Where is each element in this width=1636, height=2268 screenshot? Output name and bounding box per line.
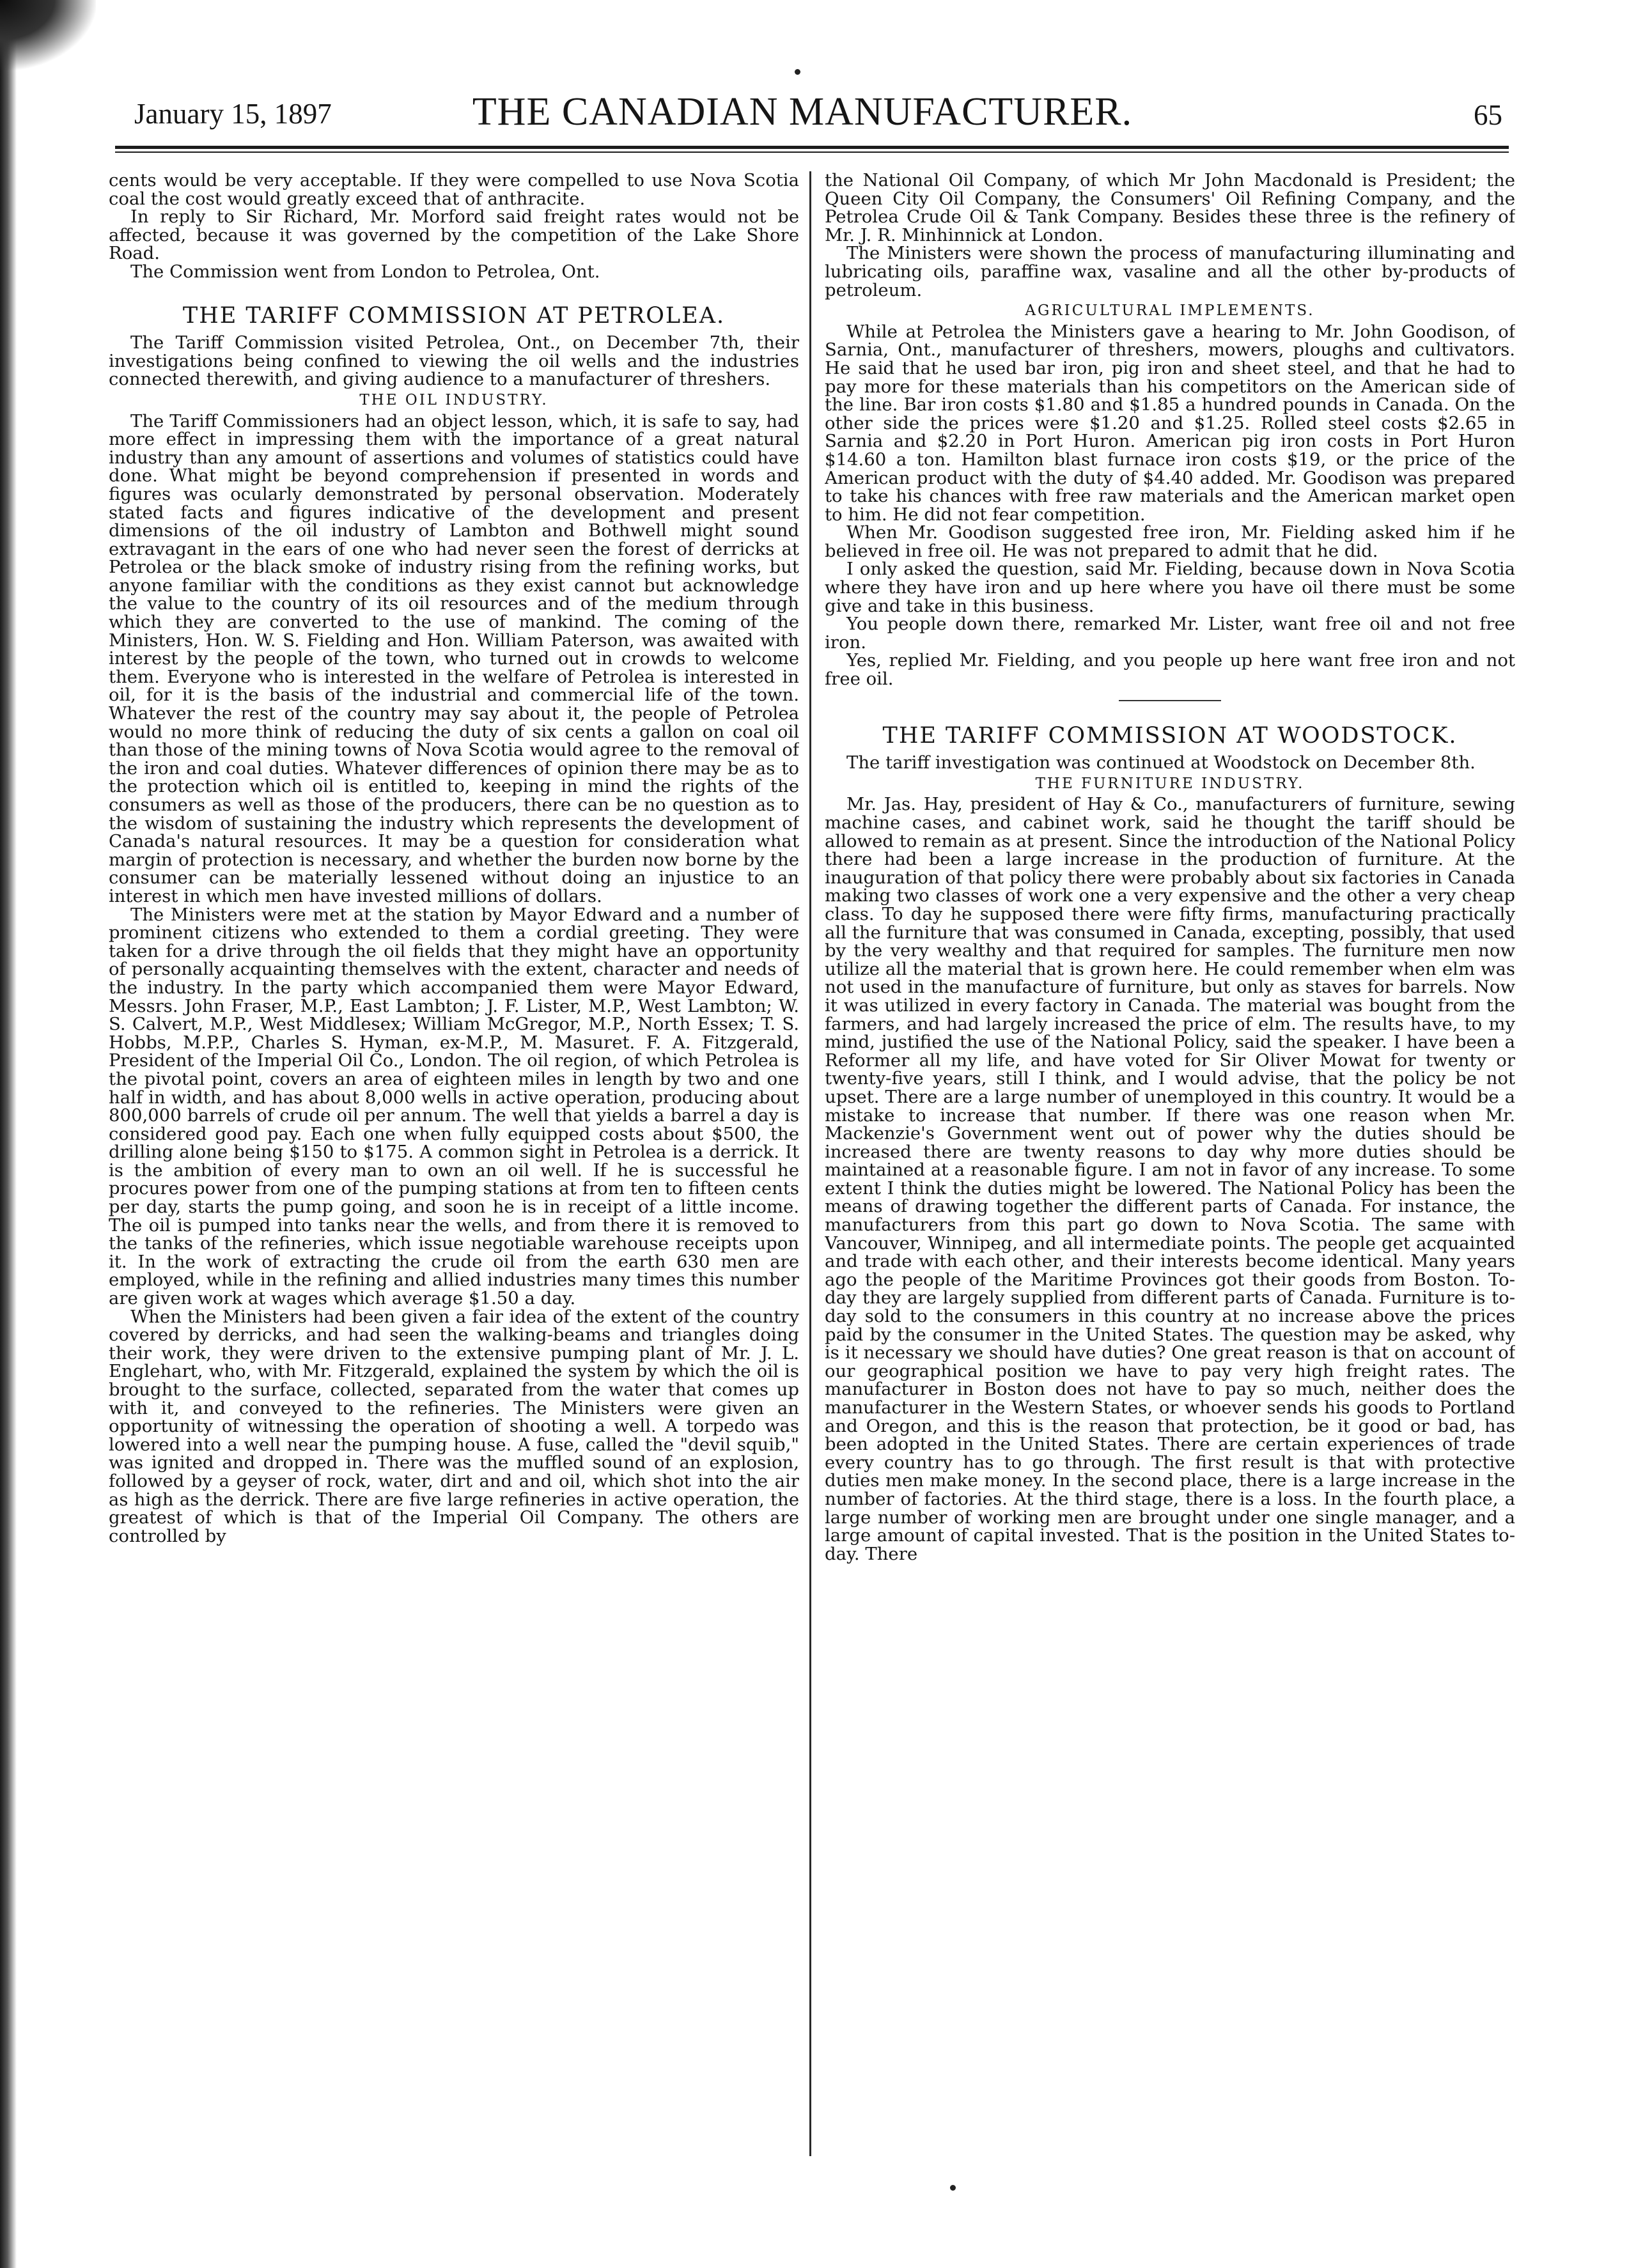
paragraph: The Tariff Commission visited Petrolea, Ont., on December 7th, their investigations being confined to viewing the oil wells and the industries connected therewith, and giving audience to a manufacturer of threshers. [109, 332, 799, 390]
section-heading: THE TARIFF COMMISSION AT WOODSTOCK. [882, 722, 1458, 749]
paragraph: When Mr. Goodison suggested free iron, Mr. Fielding asked him if he believed in free oil. He was not prepared to admit that he did. [825, 522, 1515, 561]
publication-title: THE CANADIAN MANUFACTURER. [472, 90, 1133, 134]
header-rule [115, 146, 1509, 149]
paragraph: The Ministers were met at the station by Mayor Edward and a number of prominent citizens who extended to them a cordial greeting. They were taken for a drive through the oil fields that they might have an opportunity of personally acquainting themselves with the extent, character and needs of the industry. In the party which accompanied them were Mayor Edward, Messrs. John Fraser, M.P., East Lambton; J. F. Lister, M.P., West Lambton; W. S. Calvert, M.P., West Middlesex; William McGregor, M.P., North Essex; T. S. Hobbs, M.P.P., Charles S. Hyman, ex-M.P., M. Masuret. F. A. Fitzgerald, President of the Imperial Oil Co., London. The oil region, of which Petrolea is the pivotal point, covers an area of eighteen miles in length by two and one half in width, and has about 8,000 wells in active operation, producing about 800,000 barrels of crude oil per annum. The well that yields a barrel a day is considered good pay. Each one when fully equipped costs about $500, the drilling alone being $150 to $175. A common sight in Petrolea is a derrick. It is the ambition of every man to own an oil well. If he is successful he procures power from one of the pumping stations at from ten to fifteen cents per day, starts the pump going, and soon he is in receipt of a little income. The oil is pumped into tanks near the wells, and from there it is removed to the tanks of the refineries, which issue negotiable warehouse receipts upon it. In the work of extracting the crude oil from the earth 630 men are employed, while in the refining and allied industries many times this number are given work at wages which average $1.50 a day. [109, 904, 799, 1309]
corner-smudge [0, 0, 96, 70]
ink-dot [795, 69, 800, 75]
page-number: 65 [1474, 99, 1502, 131]
section-heading: THE TARIFF COMMISSION AT PETROLEA. [182, 302, 726, 329]
left-column [109, 171, 799, 2159]
paragraph: I only asked the question, said Mr. Fielding, because down in Nova Scotia where they have iron and up here where you have oil there must be some give and take in this business. [825, 559, 1515, 616]
issue-date: January 15, 1897 [134, 98, 332, 130]
paragraph: Yes, replied Mr. Fielding, and you people up here want free iron and not free oil. [825, 650, 1515, 690]
paragraph: the National Oil Company, of which Mr John Macdonald is President; the Queen City Oil Company, the Consumers' Oil Refining Company, and the Petrolea Crude Oil & Tank Company. Besides these three is the refinery of Mr. J. R. Minhinnick at London. [825, 171, 1515, 245]
column-divider [809, 171, 811, 2156]
subheading: THE OIL INDUSTRY. [359, 391, 549, 408]
ink-dot [950, 2185, 956, 2191]
header-rule-thin [115, 151, 1509, 153]
page-edge-shadow [0, 0, 17, 2268]
paragraph: The tariff investigation was continued at Woodstock on December 8th. [846, 752, 1476, 773]
paragraph: The Ministers were shown the process of manufacturing illuminating and lubricating oils, paraffine wax, vasaline and all the other by-products of petroleum. [825, 243, 1515, 300]
subheading: THE FURNITURE INDUSTRY. [1035, 775, 1305, 792]
paragraph: While at Petrolea the Ministers gave a hearing to Mr. John Goodison, of Sarnia, Ont., manufacturer of threshers, mowers, ploughs and cultivators. He said that he used bar iron, pig iron and sheet steel, and that he had to pay more for these materials than his competitors on the American side of the line. Bar iron costs $1.80 and $1.85 a hundred pounds in Canada. On the other side the prices were $1.20 and $1.25. Rolled steel costs $2.65 in Sarnia and $2.20 in Port Huron. American pig iron costs in Port Huron $14.60 a ton. Hamilton blast furnace iron costs $19, or the price of the American product with the duty of $4.40 added. Mr. Goodison was prepared to take his chances with free raw materials and the American market open to him. He did not fear competition. [825, 321, 1515, 525]
paragraph: In reply to Sir Richard, Mr. Morford said freight rates would not be affected, because it was governed by the competition of the Lake Shore Road. [109, 206, 799, 264]
section-separator [1119, 700, 1221, 701]
paragraph: The Tariff Commissioners had an object lesson, which, it is safe to say, had more effect in impressing them with the importance of a great natural industry than any amount of assertions and volumes of statistics could have done. What might be beyond comprehension if presented in words and figures was ocularly demonstrated by personal observation. Moderately stated facts and figures indicative of the development and present dimensions of the oil industry of Lambton and Bothwell might sound extravagant in the ears of one who had never seen the forest of derricks at Petrolea or the black smoke of industry rising from the refining works, but anyone familiar with the conditions as they exist cannot but acknowledge the value to the country of its oil resources and of the medium through which they are converted to the use of mankind. The coming of the Ministers, Hon. W. S. Fielding and Hon. William Paterson, was awaited with interest by the people of the town, who turned out in crowds to welcome them. Everyone who is interested in the welfare of Petrolea is interested in oil, for it is the basis of the industrial and commercial life of the town. Whatever the rest of the country may say about it, the people of Petrolea would no more think of reducing the duty of six cents a gallon on coal oil than those of the mining towns of Nova Scotia would agree to the removal of the iron and coal duties. Whatever differences of opinion there may be as to the protection which oil is entitled to, keeping in mind the rights of the consumers as well as those of the producers, there can be no question as to the wisdom of sustaining the industry which represents the development of Canada's natural resources. It may be a question for consideration what margin of protection is necessary, and whether the burden now borne by the consumer can be materially lessened without doing an injustice to an interest in which men have invested millions of dollars. [109, 410, 799, 906]
subheading: AGRICULTURAL IMPLEMENTS. [1025, 302, 1315, 320]
page-header [96, 89, 1509, 147]
right-column [825, 171, 1515, 2159]
paragraph: Mr. Jas. Hay, president of Hay & Co., manufacturers of furniture, sewing machine cases, and cabinet work, said he thought the tariff should be allowed to remain as at present. Since the introduction of the National Policy there had been a large increase in the production of furniture. At the inauguration of that policy there were probably about six factories in Canada making two classes of work one a very expensive and the other a very cheap class. To day he supposed there were fifty firms, manufacturing practically all the furniture that was consumed in Canada, excepting, possibly, that used by the very wealthy and that required for samples. The furniture men now utilize all the material that is grown here. He could remember when elm was not used in the manufacture of furniture, but only as staves for barrels. Now it was utilized in every factory in Canada. The material was bought from the farmers, and had largely increased the price of elm. The results have, to my mind, justified the use of the National Policy, said the speaker. I have been a Reformer all my life, and have voted for Sir Oliver Mowat for twenty or twenty-five years, still I think, and I would advise, that the policy be not upset. There are a large number of unemployed in this country. It would be a mistake to increase that number. If there was one reason when Mr. Mackenzie's Government went out of power why the duties should be increased there are twenty reasons to day why more duties should be maintained at a reasonable figure. I am not in favor of any increase. To some extent I think the duties might be lowered. The National Policy has been the means of drawing together the different parts of Canada. For instance, the manufacturers from this part go down to Nova Scotia. The same with Vancouver, Winnipeg, and all intermediate points. The people get acquainted and trade with each other, and their interests become identical. Many years ago the people of the Maritime Provinces got their goods from Boston. To-day they are largely supplied from different parts of Canada. Furniture is to-day sold to the consumers in this country at no increase above the prices paid by the consumer in the United States. The question may be asked, why is it necessary we should have duties? One great reason is that on account of our geographical position we have to pay very high freight rates. The manufacturer in Boston does not have to pay so much, neither does the manufacturer in the Western States, or whoever sends his goods to Portland and Oregon, and this is the reason that protection, be it good or bad, has been adopted in the United States. There are certain experiences of trade every country has to go through. The first result is that with protective duties men make money. In the second place, there is a large increase in the number of factories. At the third stage, there is a loss. In the fourth place, a large number of working men are brought under one single manager, and a large amount of capital invested. That is the position in the United States to-day. There [825, 794, 1515, 1564]
paragraph: When the Ministers had been given a fair idea of the extent of the country covered by derricks, and had seen the walking-beams and triangles doing their work, they were driven to the extensive pumping plant of Mr. J. L. Englehart, who, with Mr. Fitzgerald, explained the system by which the oil is brought to the surface, collected, separated from the water that comes up with it, and conveyed to the refineries. The Ministers were given an opportunity of witnessing the operation of shooting a well. A torpedo was lowered into a well near the pumping house. A fuse, called the "devil squib," was ignited and dropped in. There was the muffled sound of an explosion, followed by a geyser of rock, water, dirt and and oil, which shot into the air as high as the derrick. There are five large refineries in active operation, the greatest of which is that of the Imperial Oil Company. The others are controlled by [109, 1306, 799, 1546]
paragraph: You people down there, remarked Mr. Lister, want free oil and not free iron. [825, 614, 1515, 653]
paragraph: cents would be very acceptable. If they were compelled to use Nova Scotia coal the cost would greatly exceed that of anthracite. [109, 171, 799, 209]
paragraph: The Commission went from London to Petrolea, Ont. [130, 261, 600, 282]
